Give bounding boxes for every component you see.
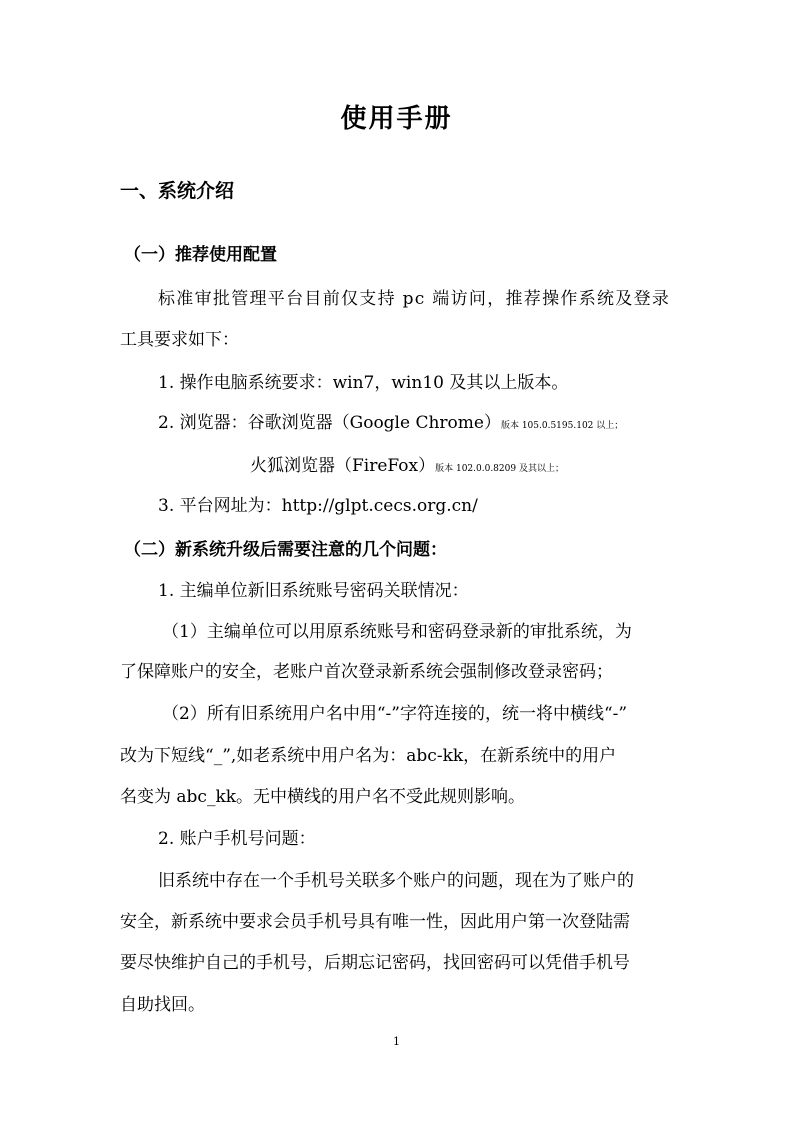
- list-item: 3. 平台网址为：http://glpt.cecs.org.cn/: [158, 496, 478, 516]
- list-item: 2. 账户手机号问题：: [158, 829, 316, 849]
- paragraph-line: 自助找回。: [120, 995, 205, 1015]
- paragraph-line: （1）主编单位可以用原系统账号和密码登录新的审批系统，为: [162, 622, 632, 642]
- list-item: 1. 操作电脑系统要求：win7，win10 及其以上版本。: [158, 373, 569, 393]
- paragraph-line: 名变为 abc_kk。无中横线的用户名不受此规则影响。: [120, 787, 526, 807]
- paragraph-line: （2）所有旧系统用户名中用“-”字符连接的，统一将中横线“-”: [162, 704, 628, 724]
- list-item: [158, 408, 623, 433]
- paragraph-line: 工具要求如下：: [120, 330, 239, 350]
- section-heading: 一、系统介绍: [120, 180, 235, 202]
- paragraph-line: 旧系统中存在一个手机号关联多个账户的问题，现在为了账户的: [158, 871, 634, 891]
- subsection-heading: （一）推荐使用配置: [124, 245, 277, 265]
- paragraph-line: 要尽快维护自己的手机号，后期忘记密码，找回密码可以凭借手机号: [120, 953, 630, 973]
- page-title: 使用手册: [340, 104, 453, 134]
- list-item-text: 2. 浏览器：谷歌浏览器（Google Chrome）: [158, 413, 501, 433]
- paragraph-line: 安全，新系统中要求会员手机号具有唯一性，因此用户第一次登陆需: [120, 912, 630, 932]
- page-number: 1: [393, 1035, 400, 1048]
- list-item-text: 火狐浏览器（FireFox）: [250, 456, 436, 476]
- paragraph-line: 改为下短线“_”,如老系统中用户名为：abc-kk，在新系统中的用户: [120, 746, 617, 766]
- list-item: [250, 451, 564, 476]
- version-note: 版本 102.0.0.8209 及其以上；: [435, 464, 564, 474]
- version-note: 版本 105.0.5195.102 以上；: [500, 421, 624, 431]
- list-item: 1. 主编单位新旧系统账号密码关联情况：: [158, 581, 469, 601]
- paragraph-line: 了保障账户的安全，老账户首次登录新系统会强制修改登录密码；: [120, 662, 613, 682]
- paragraph-line: 标准审批管理平台目前仅支持 pc 端访问，推荐操作系统及登录: [158, 289, 671, 309]
- subsection-heading: （二）新系统升级后需要注意的几个问题：: [124, 540, 447, 560]
